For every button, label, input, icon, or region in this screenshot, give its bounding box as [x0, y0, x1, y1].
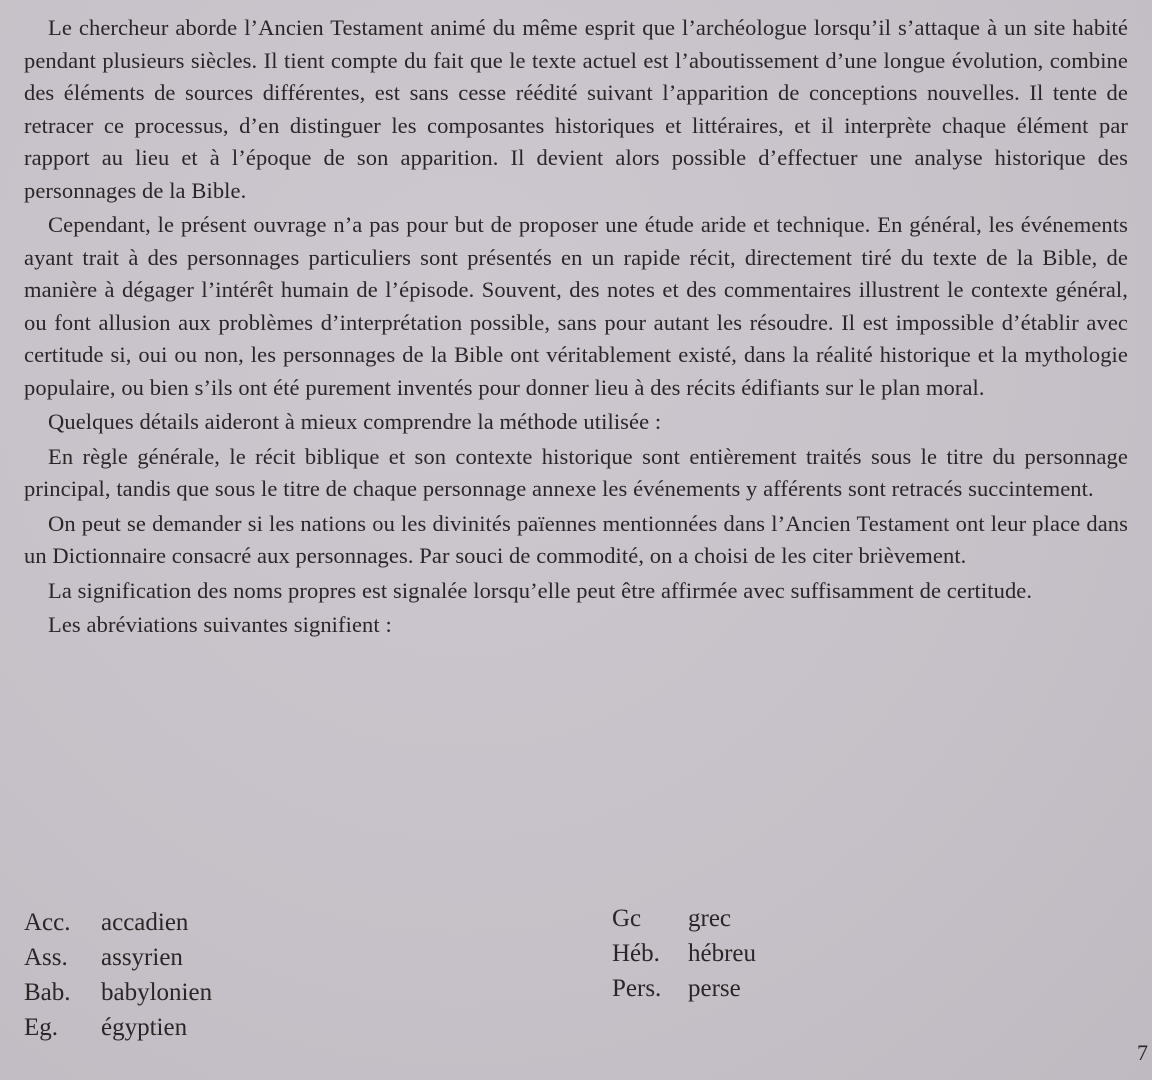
paragraph-names: La signification des noms propres est signalée lorsqu’elle peut être affirmée avec suffisamment de certitude. [48, 577, 1033, 603]
abbreviation-row [24, 905, 212, 940]
abbreviation-key: Eg. [24, 1014, 59, 1041]
abbreviation-value: babylonien [101, 979, 213, 1006]
abbreviation-value: hébreu [688, 940, 757, 967]
abbreviation-value: perse [688, 975, 741, 1002]
page-body [24, 12, 1128, 1041]
paragraph-general-rule: En règle générale, le récit biblique et son contexte historique sont entièrement traités sous le titre du personnage principal, tandis que sous le titre de chaque personnage annexe les événements y afférents sont retracés succintement. [24, 443, 1128, 501]
abbreviation-key: Acc. [24, 909, 71, 936]
abbreviation-key: Héb. [612, 940, 660, 967]
abbreviation-row [24, 940, 212, 975]
abbreviation-value: assyrien [101, 944, 183, 971]
abbreviation-row [24, 975, 212, 1010]
paragraph-purpose: Cependant, le présent ouvrage n’a pas pour but de proposer une étude aride et technique. En général, les événements ayant trait à des personnages particuliers sont présentés en un rapide récit, directement tiré du texte de la Bible, de manière à dégager l’intérêt humain de l’épisode. Souvent, des notes et des commentaires illustrent le contexte général, ou font allusion aux problèmes d’interprétation possible, sans pour autant les résoudre. Il est impossible d’établir avec certitude si, oui ou non, les personnages de la Bible ont véritablement existé, dans la réalité historique et la mythologie populaire, ou bien s’ils ont été purement inventés pour donner lieu à des récits édifiants sur le plan moral. [24, 212, 1128, 400]
paragraph-method-intro: Quelques détails aideront à mieux comprendre la méthode utilisée : [48, 409, 662, 434]
abbreviation-value: grec [688, 905, 732, 932]
abbreviation-key: Gc [612, 905, 642, 932]
abbreviation-key: Ass. [24, 944, 68, 971]
abbreviation-value: égyptien [101, 1014, 188, 1041]
paragraph-nations: On peut se demander si les nations ou les divinités païennes mentionnées dans l’Ancien Testament ont leur place dans un Dictionnaire consacré aux personnages. Par souci de commodité, on a choisi de les citer brièvement. [24, 510, 1128, 568]
abbreviation-row [24, 1010, 212, 1045]
abbreviation-row [612, 901, 756, 936]
abbreviation-row [612, 936, 756, 971]
page-number: 7 [1137, 1040, 1148, 1065]
abbreviation-row [612, 971, 756, 1006]
abbreviation-value: accadien [101, 909, 189, 936]
abbreviation-key: Bab. [24, 979, 71, 1006]
abbreviation-key: Pers. [612, 975, 662, 1002]
abbreviation-column-right [612, 901, 756, 1006]
abbreviation-column-left [24, 905, 212, 1045]
paragraph-intro: Le chercheur aborde l’Ancien Testament animé du même esprit que l’archéologue lorsqu’il s’attaque à un site habité pendant plusieurs siècles. Il tient compte du fait que le texte actuel est l’aboutissement d’une longue évolution, combine des éléments de sources différentes, est sans cesse réédité suivant l’apparition de conceptions nouvelles. Il tente de retracer ce processus, d’en distinguer les composantes historiques et littéraires, et il interprète chaque élément par rapport au lieu et à l’époque de son apparition. Il devient alors possible d’effectuer une analyse historique des personnages de la Bible. [24, 15, 1128, 203]
paragraph-abbreviations-intro: Les abréviations suivantes signifient : [48, 612, 392, 637]
